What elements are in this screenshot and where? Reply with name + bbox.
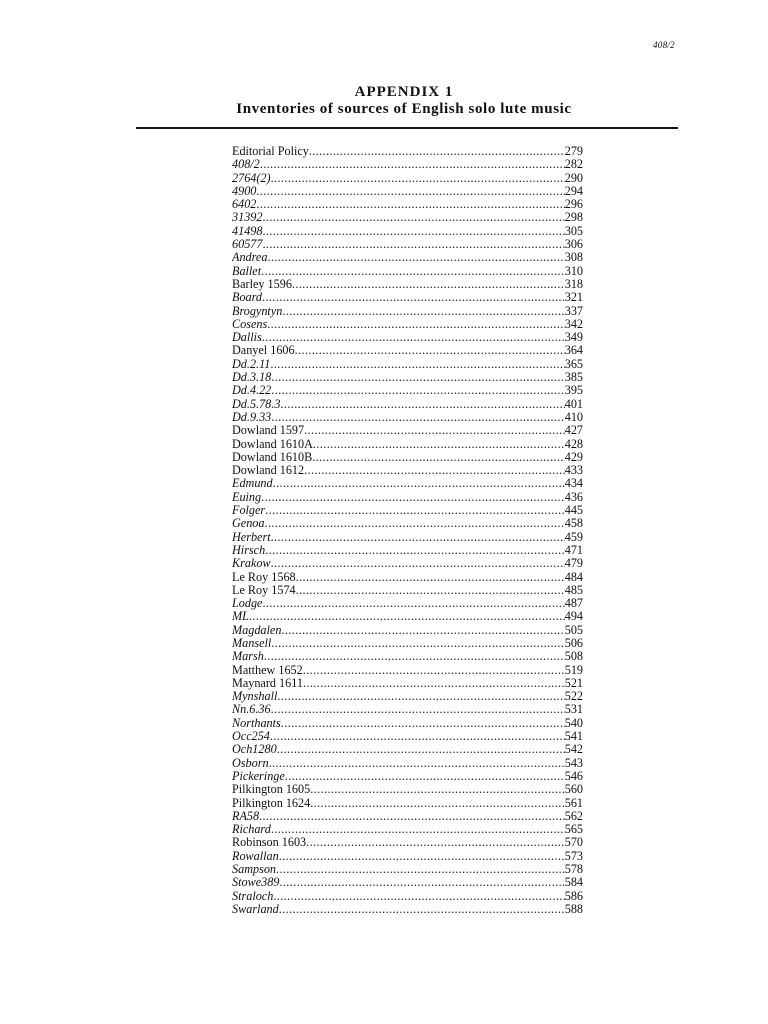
toc-entry-page-number: 410 <box>564 410 583 424</box>
toc-dot-leader <box>292 278 565 291</box>
toc-entry <box>232 398 583 411</box>
toc-dot-leader <box>310 783 565 796</box>
title-rule <box>136 127 678 129</box>
toc-entry-label: Och1280 <box>232 743 277 757</box>
toc-dot-leader <box>256 198 564 211</box>
table-of-contents <box>232 145 583 916</box>
toc-entry-page-number: 318 <box>564 277 583 291</box>
toc-entry-page-number: 458 <box>564 517 583 531</box>
toc-entry-label: Edmund <box>232 477 273 491</box>
toc-dot-leader <box>265 504 565 517</box>
toc-entry-label: Osborn <box>232 756 269 770</box>
toc-entry-label: 41498 <box>232 224 263 238</box>
toc-entry <box>232 703 583 716</box>
toc-entry <box>232 584 583 597</box>
toc-dot-leader <box>285 770 565 783</box>
toc-entry <box>232 850 583 863</box>
toc-entry-label: Nn.6.36 <box>232 703 271 717</box>
toc-dot-leader <box>271 172 565 185</box>
toc-dot-leader <box>306 836 565 849</box>
toc-entry-label: ML <box>232 610 249 624</box>
toc-entry-page-number: 349 <box>564 331 583 345</box>
toc-dot-leader <box>279 850 565 863</box>
toc-entry <box>232 172 583 185</box>
toc-entry <box>232 265 583 278</box>
toc-entry-label: 6402 <box>232 198 257 212</box>
toc-entry <box>232 836 583 849</box>
toc-entry <box>232 610 583 623</box>
toc-dot-leader <box>262 225 564 238</box>
toc-entry-page-number: 428 <box>564 437 583 451</box>
toc-entry-page-number: 429 <box>564 450 583 464</box>
toc-entry <box>232 664 583 677</box>
toc-entry <box>232 810 583 823</box>
toc-entry <box>232 650 583 663</box>
toc-entry-label: Sampson <box>232 863 277 877</box>
toc-entry <box>232 717 583 730</box>
toc-entry-label: 2764(2) <box>232 171 271 185</box>
toc-entry <box>232 876 583 889</box>
toc-entry <box>232 185 583 198</box>
toc-entry-page-number: 519 <box>564 663 583 677</box>
toc-dot-leader <box>271 637 564 650</box>
toc-entry <box>232 278 583 291</box>
toc-entry-page-number: 541 <box>564 730 583 744</box>
toc-entry-label: Pilkington 1605 <box>232 783 311 797</box>
toc-entry-page-number: 401 <box>564 397 583 411</box>
toc-entry-page-number: 427 <box>564 424 583 438</box>
toc-dot-leader <box>271 411 564 424</box>
toc-entry-label: Marsh <box>232 650 264 664</box>
toc-entry-label: Stowe389 <box>232 876 280 890</box>
toc-entry-label: Euing <box>232 490 262 504</box>
toc-dot-leader <box>273 477 565 490</box>
toc-entry-label: Krakow <box>232 557 271 571</box>
toc-entry <box>232 783 583 796</box>
toc-entry <box>232 637 583 650</box>
toc-entry-page-number: 337 <box>564 304 583 318</box>
toc-entry-page-number: 290 <box>564 171 583 185</box>
toc-dot-leader <box>281 624 564 637</box>
toc-entry-page-number: 578 <box>564 863 583 877</box>
toc-entry-label: Dowland 1612 <box>232 464 305 478</box>
toc-entry-label: Danyel 1606 <box>232 344 295 358</box>
toc-entry-page-number: 365 <box>564 357 583 371</box>
running-head: 408/2 <box>652 40 675 50</box>
toc-entry <box>232 517 583 530</box>
toc-dot-leader <box>265 544 565 557</box>
toc-entry-page-number: 561 <box>564 796 583 810</box>
toc-entry <box>232 198 583 211</box>
toc-entry <box>232 624 583 637</box>
toc-entry-label: Mynshall <box>232 690 278 704</box>
toc-entry-page-number: 540 <box>564 716 583 730</box>
toc-dot-leader <box>281 717 565 730</box>
toc-entry-label: Lodge <box>232 597 263 611</box>
toc-entry-page-number: 310 <box>564 264 583 278</box>
toc-entry <box>232 451 583 464</box>
toc-entry-label: Dd.5.78.3 <box>232 397 281 411</box>
toc-entry-label: Occ254 <box>232 730 270 744</box>
toc-entry-page-number: 485 <box>564 583 583 597</box>
toc-entry-page-number: 296 <box>564 198 583 212</box>
toc-entry-label: Le Roy 1568 <box>232 570 296 584</box>
toc-dot-leader <box>295 344 565 357</box>
toc-entry <box>232 371 583 384</box>
toc-dot-leader <box>303 664 565 677</box>
toc-dot-leader <box>310 797 565 810</box>
toc-entry-label: Dd.3.18 <box>232 371 272 385</box>
toc-entry-page-number: 395 <box>564 384 583 398</box>
toc-entry-page-number: 562 <box>564 809 583 823</box>
toc-entry-page-number: 588 <box>564 902 583 916</box>
toc-entry-page-number: 560 <box>564 783 583 797</box>
toc-entry-page-number: 436 <box>564 490 583 504</box>
toc-entry-label: Dd.4.22 <box>232 384 272 398</box>
toc-entry-label: Folger <box>232 504 266 518</box>
toc-entry <box>232 491 583 504</box>
toc-entry <box>232 438 583 451</box>
toc-dot-leader <box>271 384 564 397</box>
toc-entry-page-number: 294 <box>564 184 583 198</box>
toc-dot-leader <box>262 211 564 224</box>
toc-entry <box>232 424 583 437</box>
toc-entry-page-number: 484 <box>564 570 583 584</box>
toc-dot-leader <box>262 238 564 251</box>
toc-dot-leader <box>280 398 564 411</box>
toc-entry-page-number: 306 <box>564 238 583 252</box>
toc-entry <box>232 770 583 783</box>
toc-entry <box>232 225 583 238</box>
toc-entry <box>232 757 583 770</box>
toc-entry-page-number: 445 <box>564 504 583 518</box>
toc-entry <box>232 823 583 836</box>
toc-dot-leader <box>267 251 564 264</box>
toc-entry-label: Mansell <box>232 636 272 650</box>
toc-entry <box>232 863 583 876</box>
toc-entry-page-number: 565 <box>564 823 583 837</box>
toc-entry-label: Hirsch <box>232 543 266 557</box>
toc-dot-leader <box>262 597 564 610</box>
toc-dot-leader <box>262 291 565 304</box>
toc-entry-label: Dd.2.11 <box>232 357 271 371</box>
toc-entry-label: Rowallan <box>232 849 279 863</box>
toc-entry <box>232 743 583 756</box>
toc-entry <box>232 384 583 397</box>
toc-entry <box>232 557 583 570</box>
toc-dot-leader <box>271 371 564 384</box>
toc-entry-label: Brogyntyn <box>232 304 283 318</box>
toc-dot-leader <box>269 757 565 770</box>
toc-entry-label: 60577 <box>232 238 263 252</box>
toc-entry-page-number: 459 <box>564 530 583 544</box>
toc-entry <box>232 331 583 344</box>
toc-entry-page-number: 494 <box>564 610 583 624</box>
toc-entry-label: Dowland 1610A <box>232 437 313 451</box>
toc-dot-leader <box>282 305 564 318</box>
toc-entry-label: Pickeringe <box>232 769 285 783</box>
toc-entry-label: Cosens <box>232 317 268 331</box>
toc-entry-label: 31392 <box>232 211 263 225</box>
toc-entry <box>232 504 583 517</box>
toc-entry-page-number: 308 <box>564 251 583 265</box>
toc-entry-page-number: 282 <box>564 158 583 172</box>
toc-entry-page-number: 508 <box>564 650 583 664</box>
toc-entry-label: Herbert <box>232 530 271 544</box>
toc-entry-page-number: 279 <box>564 145 583 158</box>
toc-entry-page-number: 364 <box>564 344 583 358</box>
toc-dot-leader <box>267 318 565 331</box>
toc-dot-leader <box>260 158 565 171</box>
toc-entry-page-number: 471 <box>564 543 583 557</box>
toc-entry-label: Matthew 1652 <box>232 663 303 677</box>
toc-entry <box>232 903 583 916</box>
page-subtitle: Inventories of sources of English solo lute music <box>236 101 572 117</box>
toc-entry-page-number: 321 <box>564 291 583 305</box>
toc-dot-leader <box>313 438 565 451</box>
toc-entry <box>232 238 583 251</box>
toc-entry-label: Magdalen <box>232 623 282 637</box>
toc-dot-leader <box>296 584 565 597</box>
toc-dot-leader <box>277 690 564 703</box>
toc-dot-leader <box>261 265 565 278</box>
toc-dot-leader <box>296 571 565 584</box>
page-title: APPENDIX 1 <box>354 84 454 100</box>
toc-entry-label: 4900 <box>232 184 257 198</box>
toc-dot-leader <box>259 810 565 823</box>
toc-entry-label: Editorial Policy <box>232 145 309 158</box>
toc-dot-leader <box>303 677 565 690</box>
toc-entry <box>232 158 583 171</box>
toc-entry <box>232 597 583 610</box>
toc-entry <box>232 690 583 703</box>
toc-entry-page-number: 570 <box>564 836 583 850</box>
toc-entry-label: Le Roy 1574 <box>232 583 296 597</box>
toc-entry <box>232 318 583 331</box>
toc-dot-leader <box>271 823 565 836</box>
toc-entry-page-number: 506 <box>564 636 583 650</box>
toc-dot-leader <box>271 557 565 570</box>
toc-entry-page-number: 542 <box>564 743 583 757</box>
toc-entry <box>232 344 583 357</box>
toc-entry-page-number: 298 <box>564 211 583 225</box>
toc-entry <box>232 211 583 224</box>
toc-entry-page-number: 584 <box>564 876 583 890</box>
toc-dot-leader <box>262 331 565 344</box>
toc-entry-label: Ballet <box>232 264 262 278</box>
toc-entry-label: Genoa <box>232 517 265 531</box>
toc-entry <box>232 477 583 490</box>
toc-entry-label: Pilkington 1624 <box>232 796 311 810</box>
toc-entry-page-number: 305 <box>564 224 583 238</box>
toc-entry <box>232 145 583 158</box>
toc-entry-page-number: 586 <box>564 889 583 903</box>
toc-dot-leader <box>304 424 565 437</box>
toc-entry-page-number: 479 <box>564 557 583 571</box>
toc-entry <box>232 544 583 557</box>
toc-dot-leader <box>270 358 564 371</box>
toc-entry-label: Dowland 1597 <box>232 424 305 438</box>
toc-entry-label: Board <box>232 291 263 305</box>
toc-dot-leader <box>312 451 564 464</box>
toc-dot-leader <box>277 743 565 756</box>
toc-entry <box>232 677 583 690</box>
toc-entry-label: 408/2 <box>232 158 260 172</box>
toc-dot-leader <box>256 185 564 198</box>
toc-entry-page-number: 522 <box>564 690 583 704</box>
toc-entry-page-number: 531 <box>564 703 583 717</box>
title-block <box>0 84 768 118</box>
toc-dot-leader <box>279 903 565 916</box>
toc-entry <box>232 730 583 743</box>
toc-entry <box>232 797 583 810</box>
toc-entry-page-number: 433 <box>564 464 583 478</box>
toc-entry-page-number: 521 <box>564 676 583 690</box>
toc-entry <box>232 358 583 371</box>
toc-entry-page-number: 543 <box>564 756 583 770</box>
toc-entry <box>232 291 583 304</box>
toc-dot-leader <box>265 517 565 530</box>
toc-dot-leader <box>271 531 565 544</box>
toc-dot-leader <box>271 703 565 716</box>
toc-dot-leader <box>273 890 564 903</box>
toc-entry <box>232 890 583 903</box>
toc-dot-leader <box>309 145 565 158</box>
toc-entry-label: Dd.9.33 <box>232 410 272 424</box>
toc-entry-label: Robinson 1603 <box>232 836 307 850</box>
toc-entry <box>232 411 583 424</box>
toc-entry-label: Straloch <box>232 889 274 903</box>
toc-entry-label: Dallis <box>232 331 262 345</box>
toc-entry-label: Swarland <box>232 902 279 916</box>
toc-entry-label: Northants <box>232 716 281 730</box>
toc-entry-label: Richard <box>232 823 271 837</box>
toc-entry-page-number: 342 <box>564 317 583 331</box>
toc-entry <box>232 305 583 318</box>
toc-entry <box>232 571 583 584</box>
toc-entry-page-number: 487 <box>564 597 583 611</box>
toc-entry <box>232 251 583 264</box>
toc-dot-leader <box>261 491 565 504</box>
toc-entry-page-number: 385 <box>564 371 583 385</box>
toc-entry-label: RA58 <box>232 809 260 823</box>
toc-dot-leader <box>279 876 564 889</box>
toc-entry-label: Andrea <box>232 251 268 265</box>
toc-entry-label: Maynard 1611 <box>232 676 303 690</box>
toc-entry <box>232 464 583 477</box>
toc-dot-leader <box>276 863 565 876</box>
toc-entry-label: Barley 1596 <box>232 277 292 291</box>
toc-dot-leader <box>270 730 565 743</box>
toc-entry-page-number: 505 <box>564 623 583 637</box>
toc-entry <box>232 531 583 544</box>
toc-entry-page-number: 434 <box>564 477 583 491</box>
toc-entry-page-number: 546 <box>564 769 583 783</box>
toc-entry-label: Dowland 1610B <box>232 450 313 464</box>
toc-dot-leader <box>304 464 565 477</box>
toc-dot-leader <box>249 610 565 623</box>
toc-entry-page-number: 573 <box>564 849 583 863</box>
toc-dot-leader <box>264 650 565 663</box>
